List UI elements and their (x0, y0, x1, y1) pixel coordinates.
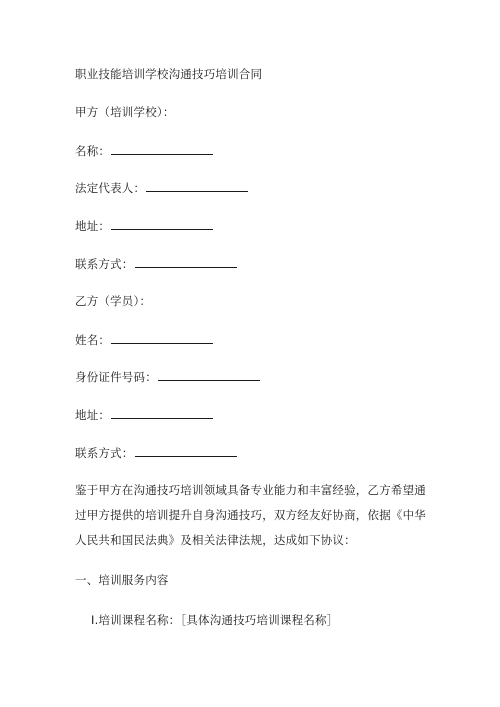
party-a-name-label: 名称： (75, 144, 111, 158)
party-b-name-blank (111, 332, 213, 344)
party-b-id-label: 身份证件号码： (75, 370, 157, 384)
party-a-heading: 甲方（培训学校）： (75, 105, 175, 119)
party-a-address-blank (111, 218, 213, 230)
party-a-rep-row (75, 180, 248, 195)
party-b-address-blank (111, 407, 213, 419)
party-a-address-label: 地址： (75, 219, 111, 233)
party-b-id-row (75, 369, 260, 384)
party-a-rep-blank (146, 180, 248, 192)
party-b-contact-blank (135, 445, 237, 457)
party-a-name-row (75, 143, 213, 158)
party-b-name-label: 姓名： (75, 333, 111, 347)
party-a-address-row (75, 218, 213, 233)
party-b-address-label: 地址： (75, 408, 111, 422)
party-b-heading: 乙方（学员）： (75, 294, 152, 308)
party-b-contact-row (75, 445, 237, 460)
party-b-address-row (75, 407, 213, 422)
party-b-name-row (75, 332, 213, 347)
item-1-course-name: I.培训课程名称：［具体沟通技巧培训课程名称］ (91, 613, 339, 627)
section-1-heading: 一、培训服务内容 (75, 573, 169, 587)
party-b-id-blank (158, 369, 260, 381)
document-title: 职业技能培训学校沟通技巧培训合同 (75, 67, 263, 81)
party-a-contact-row (75, 256, 237, 271)
party-a-name-blank (111, 143, 213, 155)
party-a-contact-blank (135, 256, 237, 268)
party-a-rep-label: 法定代表人： (75, 181, 146, 195)
party-b-contact-label: 联系方式： (75, 446, 134, 460)
party-a-contact-label: 联系方式： (75, 257, 134, 271)
preamble-paragraph: 鉴于甲方在沟通技巧培训领域具备专业能力和丰富经验，乙方希望通过甲方提供的培训提升自身沟通技巧，双方经友好协商，依据《中华人民共和国民法典》及相关法律法规，达成如下协议： (75, 483, 426, 547)
